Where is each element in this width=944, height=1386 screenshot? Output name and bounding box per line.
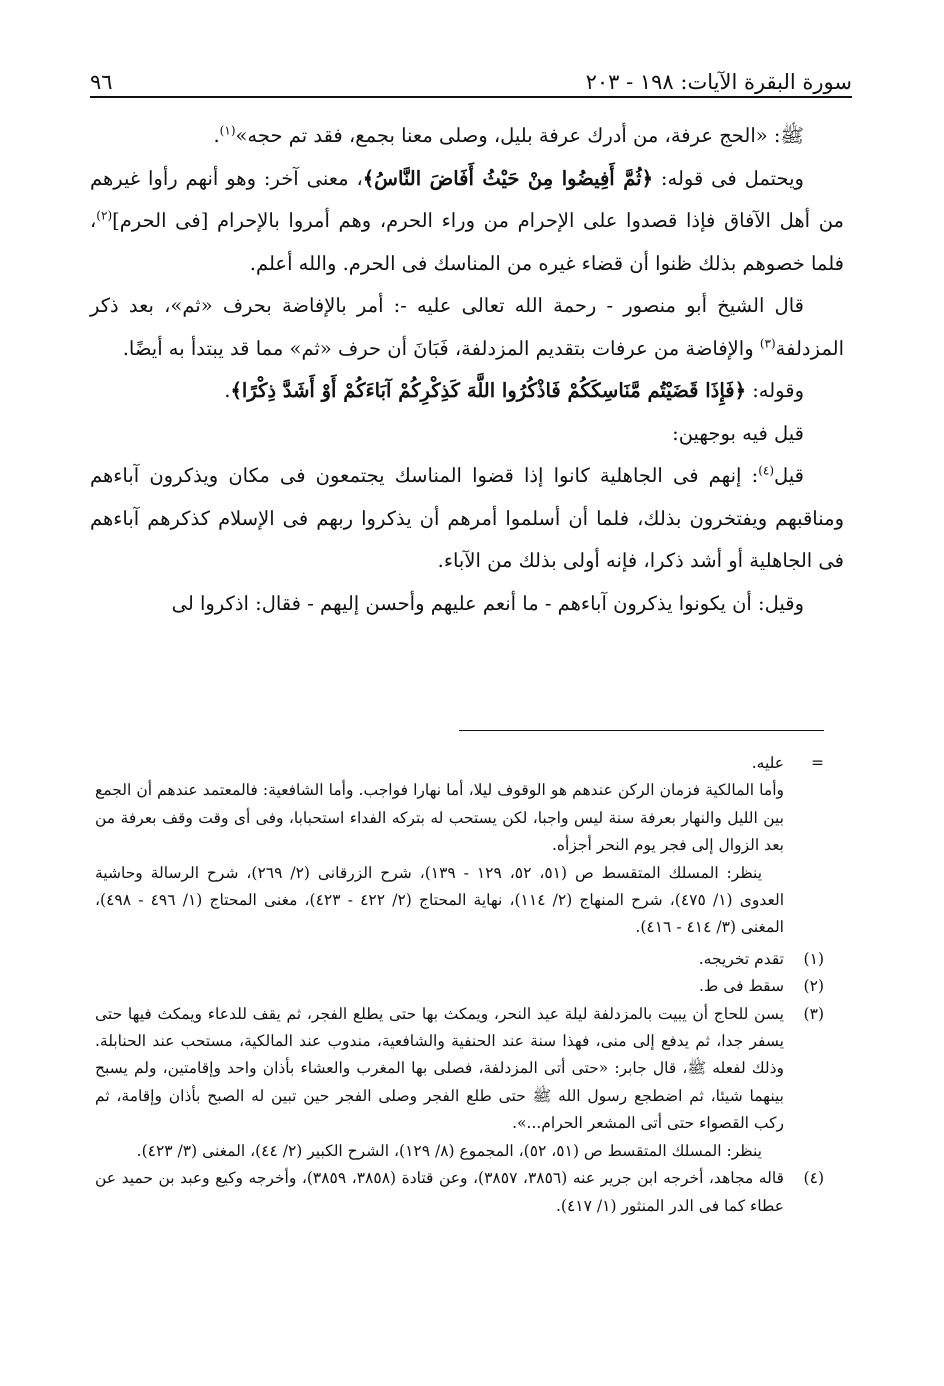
text-run: : إنهم فى الجاهلية كانوا إذا قضوا المناسك يجتمعون فى مكان ويذكرون آباءهم ومناقبهم ويفتخرون بذلك، فلما أن أسلموا أمرهم أن يذكروا ربهم فى الإسلام كذكرهم آباءهم فى الجاهلية أو أشد ذكرا، فإنه أولى بذلك من الآباء. — [90, 464, 844, 572]
footnote-ref-1[interactable]: (١) — [219, 123, 236, 138]
text-run: ، معنى آخر: وهو أنهم رأوا غيرهم من أهل الآفاق فإذا قصدوا على الإحرام من وراء الحرم، وهم أمروا بالإحرام [فى الحرم] — [90, 166, 844, 232]
footnote-ref-4[interactable]: (٤) — [758, 463, 775, 478]
footnote-text: يسن للحاج أن يبيت بالمزدلفة ليلة عيد النحر، ويمكث بها حتى يطلع الفجر، ثم يقف للدعاء ويمكث فيها حتى يسفر جدا، ثم يدفع إلى منى، فهذا سنة عند الحنفية والشافعية، مندوب عند المالكية، مستحب عند الحنابلة. وذلك لفعله ﷺ، قال جابر: «حتى أتى المزدلفة، فصلى بها المغرب والعشاء بأذان واحد وإقامتين، ولم يسبح بينهما شيئا، ثم اضطجع رسول الله ﷺ حتى طلع الفجر وصلى الفجر حين تبين له الصبح بأذان وإقامة، ثم ركب القصواء حتى أتى المشعر الحرام...». — [95, 1004, 784, 1133]
footnote-references: ينظر: المسلك المتقسط ص (٥١، ٥٢، ١٢٩ - ١٣٩)، شرح الزرقانى (٢/ ٢٦٩)، شرح الرسالة وحاشية العدوى (١/ ٤٧٥)، شرح المنهاج (٢/ ١١٤)، نهاية المحتاج (٢/ ٤٢٢ - ٤٢٣)، مغنى المحتاج (١/ ٤٩٦ - ٤٩٨)، المغنى (٣/ ٤١٤ - ٤١٦). — [95, 863, 785, 937]
paragraph-first-view — [90, 455, 844, 583]
punctuation: . — [224, 379, 231, 402]
header-rule — [90, 96, 852, 98]
footnote-number: (٣) — [803, 1004, 824, 1023]
footnote-references: ينظر: المسلك المتقسط ص (٥١، ٥٢)، المجموع (٨/ ١٢٩)، الشرح الكبير (٢/ ٤٤)، المغنى (٣/ ٤٢٣). — [136, 1141, 762, 1160]
footnote-text: وأما المالكية فزمان الركن عندهم هو الوقوف ليلا، أما نهارا فواجب. وأما الشافعية: فالمعتمد عندهم أن الجمع بين الليل والنهار بعرفة سنة ليس واجبا، لكن يستحب له بتركه الفداء استحبابا، وفى أى وقت وقف بعرفة من بعد الزوال إلى فجر يوم النحر أجزأه. — [95, 781, 784, 855]
footnotes — [95, 750, 824, 1220]
text-run: والإفاضة من عرفات بتقديم المزدلفة، فَبَانَ أن حرف «ثم» مما قد يبتدأ به أيضًا. — [122, 336, 760, 360]
footnote-separator — [459, 730, 824, 731]
paragraph-interpretation — [90, 158, 844, 286]
text-run: وقوله: — [746, 379, 804, 402]
footnote-4 — [95, 1165, 824, 1220]
footnote-text: عليه. — [751, 754, 784, 772]
footnote-2 — [95, 973, 824, 1000]
footnote-continued — [95, 750, 824, 942]
footnote-1 — [95, 946, 824, 973]
continuation-marker: = — [811, 754, 824, 772]
quran-verse: ﴿ثُمَّ أَفِيضُوا مِنْ حَيْثُ أَفَاضَ النَّاسُ﴾ — [362, 166, 654, 190]
paragraph-hadith — [90, 115, 844, 158]
main-text — [90, 115, 844, 625]
footnote-ref-2[interactable]: (٢) — [96, 208, 113, 223]
hadith-text: ﷺ: «الحج عرفة، من أدرك عرفة بليل، وصلى معنا بجمع، فقد تم حجه» — [235, 124, 804, 147]
footnote-text: قاله مجاهد، أخرجه ابن جرير عنه (٣٨٥٦، ٣٨٥٧)، وعن قتادة (٣٨٥٨، ٣٨٥٩)، وأخرجه وكيع وعبد بن حميد عن عطاء كما فى الدر المنثور (١/ ٤١٧). — [95, 1169, 784, 1215]
running-header — [90, 58, 852, 94]
footnote-3 — [95, 1001, 824, 1165]
page-number: ٩٦ — [90, 70, 113, 94]
text-run: قيل — [774, 464, 804, 487]
paragraph-second-view: وقيل: أن يكونوا يذكرون آباءهم - ما أنعم عليهم وأحسن إليهم - فقال: اذكروا لى — [171, 591, 804, 615]
punctuation: . — [213, 124, 220, 147]
quran-verse: ﴿فَإِذَا قَضَيْتُم مَّنَاسِكَكُمْ فَاذْكُرُوا اللَّهَ كَذِكْرِكُمْ آبَاءَكُمْ أَوْ أَشَدَّ ذِكْرًا﴾ — [230, 379, 747, 402]
footnote-number: (٤) — [803, 1169, 824, 1188]
footnote-ref-3[interactable]: (٣) — [759, 336, 776, 350]
text-run: ويحتمل فى قوله: — [653, 166, 804, 190]
footnote-number: (١) — [803, 949, 824, 968]
footnote-text: سقط فى ط. — [699, 977, 784, 996]
footnote-number: (٢) — [803, 977, 824, 996]
text-run: قال الشيخ أبو منصور - رحمة الله تعالى عليه -: أمر بالإفاضة بحرف «ثم»، بعد ذكر المزدلفة — [90, 294, 844, 360]
paragraph-two-views: قيل فيه بوجهين: — [672, 421, 804, 445]
running-title: سورة البقرة الآيات: ١٩٨ - ٢٠٣ — [585, 70, 852, 94]
footnote-text: تقدم تخريجه. — [698, 949, 784, 968]
text-run: ، فلما خصوهم بذلك ظنوا أن قضاء غيره من المناسك فى الحرم. والله أعلم. — [90, 209, 844, 275]
paragraph-abu-mansur — [90, 285, 844, 370]
paragraph-verse — [90, 370, 844, 413]
